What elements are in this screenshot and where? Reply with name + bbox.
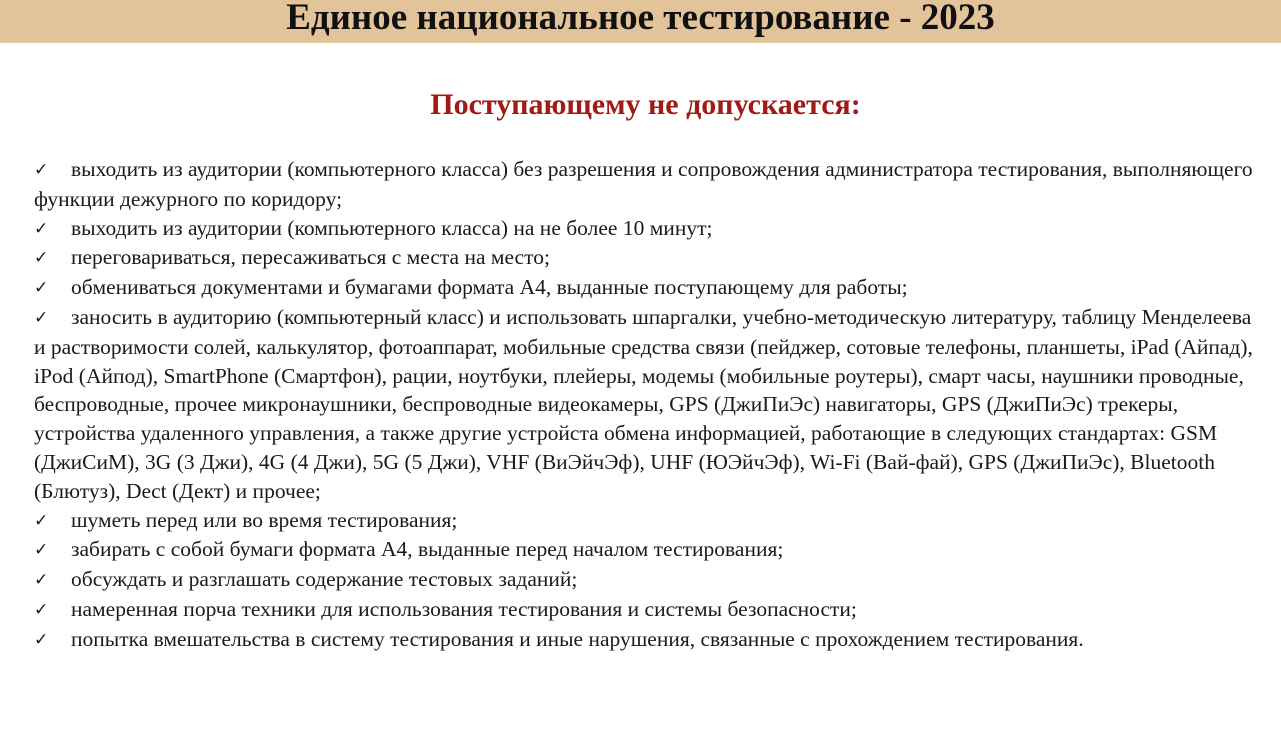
list-item bbox=[34, 506, 1258, 536]
checkmark-icon: ✓ bbox=[34, 510, 49, 531]
list-item bbox=[34, 214, 1258, 244]
checkmark-icon: ✓ bbox=[34, 218, 49, 239]
checkmark-icon: ✓ bbox=[34, 307, 49, 328]
list-item bbox=[34, 155, 1258, 214]
list-item bbox=[34, 625, 1258, 655]
checkmark-icon: ✓ bbox=[34, 540, 49, 561]
section-heading: Поступающему не допускается: bbox=[430, 88, 861, 121]
list-item-text: шуметь перед или во время тестирования; bbox=[71, 507, 458, 532]
list-item bbox=[34, 535, 1258, 565]
list-item bbox=[34, 303, 1258, 506]
prohibited-actions-list bbox=[34, 155, 1258, 655]
list-item bbox=[34, 595, 1258, 625]
checkmark-icon: ✓ bbox=[34, 160, 49, 180]
list-item-text: забирать с собой бумаги формата А4, выданные перед началом тестирования; bbox=[71, 537, 784, 562]
list-item-text: выходить из аудитории (компьютерного класса) на не более 10 минут; bbox=[71, 215, 713, 240]
list-item-text: обсуждать и разглашать содержание тестовых заданий; bbox=[71, 567, 578, 592]
list-item-text: заносить в аудиторию (компьютерный класс) и использовать шпаргалки, учебно-методическую литературу, таблицу Менделеева и растворимости солей, калькулятор, фотоаппарат, мобильные средства связи (пейджер, сотовые телефоны, планшеты, iPad (Айпад), iPod (Айпод), SmartPhone (Смартфон), рации, ноутбуки, плейеры, модемы (мобильные роутеры), смарт часы, наушники проводные, беспроводные, прочее микронаушники, беспроводные видеокамеры, GPS (ДжиПиЭс) навигаторы, GPS (ДжиПиЭс) трекеры, устройства удаленного управления, а также другие устройста обмена информацией, работающие в следующих стандартах: GSM (ДжиСиМ), 3G (3 Джи), 4G (4 Джи), 5G (5 Джи), VHF (ВиЭйчЭф), UHF (ЮЭйчЭф), Wi-Fi (Вай-фай), GPS (ДжиПиЭс), Bluetooth (Блютуз), Dect (Дект) и прочее; bbox=[34, 304, 1253, 503]
list-item bbox=[34, 565, 1258, 595]
checkmark-icon: ✓ bbox=[34, 629, 49, 650]
page-title: Единое национальное тестирование - 2023 bbox=[286, 0, 995, 38]
checkmark-icon: ✓ bbox=[34, 599, 49, 620]
title-banner bbox=[0, 0, 1281, 43]
checkmark-icon: ✓ bbox=[34, 278, 49, 299]
list-item-text: переговариваться, пересаживаться с места на место; bbox=[71, 245, 550, 270]
list-item-text: выходить из аудитории (компьютерного класса) без разрешения и сопровождения администратора тестирования, выполняющего функции дежурного по коридору; bbox=[34, 157, 1253, 211]
checkmark-icon: ✓ bbox=[34, 248, 49, 269]
list-item bbox=[34, 273, 1258, 303]
list-item bbox=[34, 243, 1258, 273]
list-item-text: намеренная порча техники для использования тестирования и системы безопасности; bbox=[71, 596, 857, 621]
list-item-text: попытка вмешательства в систему тестирования и иные нарушения, связанные с прохождением тестирования. bbox=[71, 626, 1084, 651]
list-item-text: обмениваться документами и бумагами формата А4, выданные поступающему для работы; bbox=[71, 275, 908, 300]
checkmark-icon: ✓ bbox=[34, 570, 49, 591]
